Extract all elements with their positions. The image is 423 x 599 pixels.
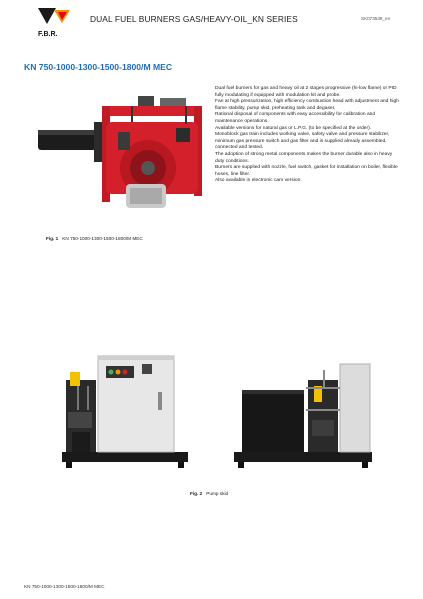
figure-1-caption [46, 236, 143, 241]
pump-skid-image-rear [228, 360, 378, 470]
pump-skid-image-front [58, 352, 192, 470]
header-title: DUAL FUEL BURNERS GAS/HEAVY-OIL_KN SERIES [90, 14, 298, 24]
description-paragraph: Also available in electronic cam version. [215, 178, 302, 184]
document-code: SK073539_en [361, 16, 391, 21]
description-paragraph: Burners are supplied with nozzle, fuel switch, gasket for installation on boiler, flexible hoses, line filter. [215, 165, 398, 177]
figure-1-text: KN 750-1000-1300-1500-1800/M MEC [62, 236, 143, 241]
description-paragraph: Rational disposal of components with easy accessibility for calibration and maintenance operations. [215, 112, 376, 124]
figure-1-number: Fig. 1 [46, 236, 59, 241]
description-paragraph: Monoblock gas train includes working valve, safety valve and pressure stabilizer, minimum gas pressure switch and gas filter and is supplied already assembled, connected and tested. [215, 132, 390, 151]
logo-text: F.B.R. [38, 31, 58, 38]
page-footer: KN 750-1000-1300-1500-1800/M MEC [24, 584, 105, 589]
product-title: KN 750-1000-1300-1500-1800/M MEC [24, 62, 173, 72]
burner-image [36, 92, 208, 220]
figure-2-number: Fig. 2 [190, 491, 203, 496]
fbr-logo [34, 6, 74, 40]
figure-2-caption [190, 491, 228, 496]
description-paragraph: The adoption of strong metal components makes the burner durable also in heavy duty conditions. [215, 151, 393, 164]
product-description [215, 86, 401, 185]
figure-2-text: Pump skid [206, 491, 229, 496]
description-paragraph: Dual fuel burners for gas and heavy oil at 2 stages progressive (hi-low flame) or PID fully modulating if equipped with modulation kit and probe. [215, 86, 397, 98]
description-paragraph: Fan at high pressurization, high efficiency combustion head with adjustment and high flame stability, pump skid, preheating tank and degaser, [215, 99, 399, 111]
description-paragraph: Available versions for natural gas or L.P.G. (to be specified at the order). [215, 125, 372, 131]
